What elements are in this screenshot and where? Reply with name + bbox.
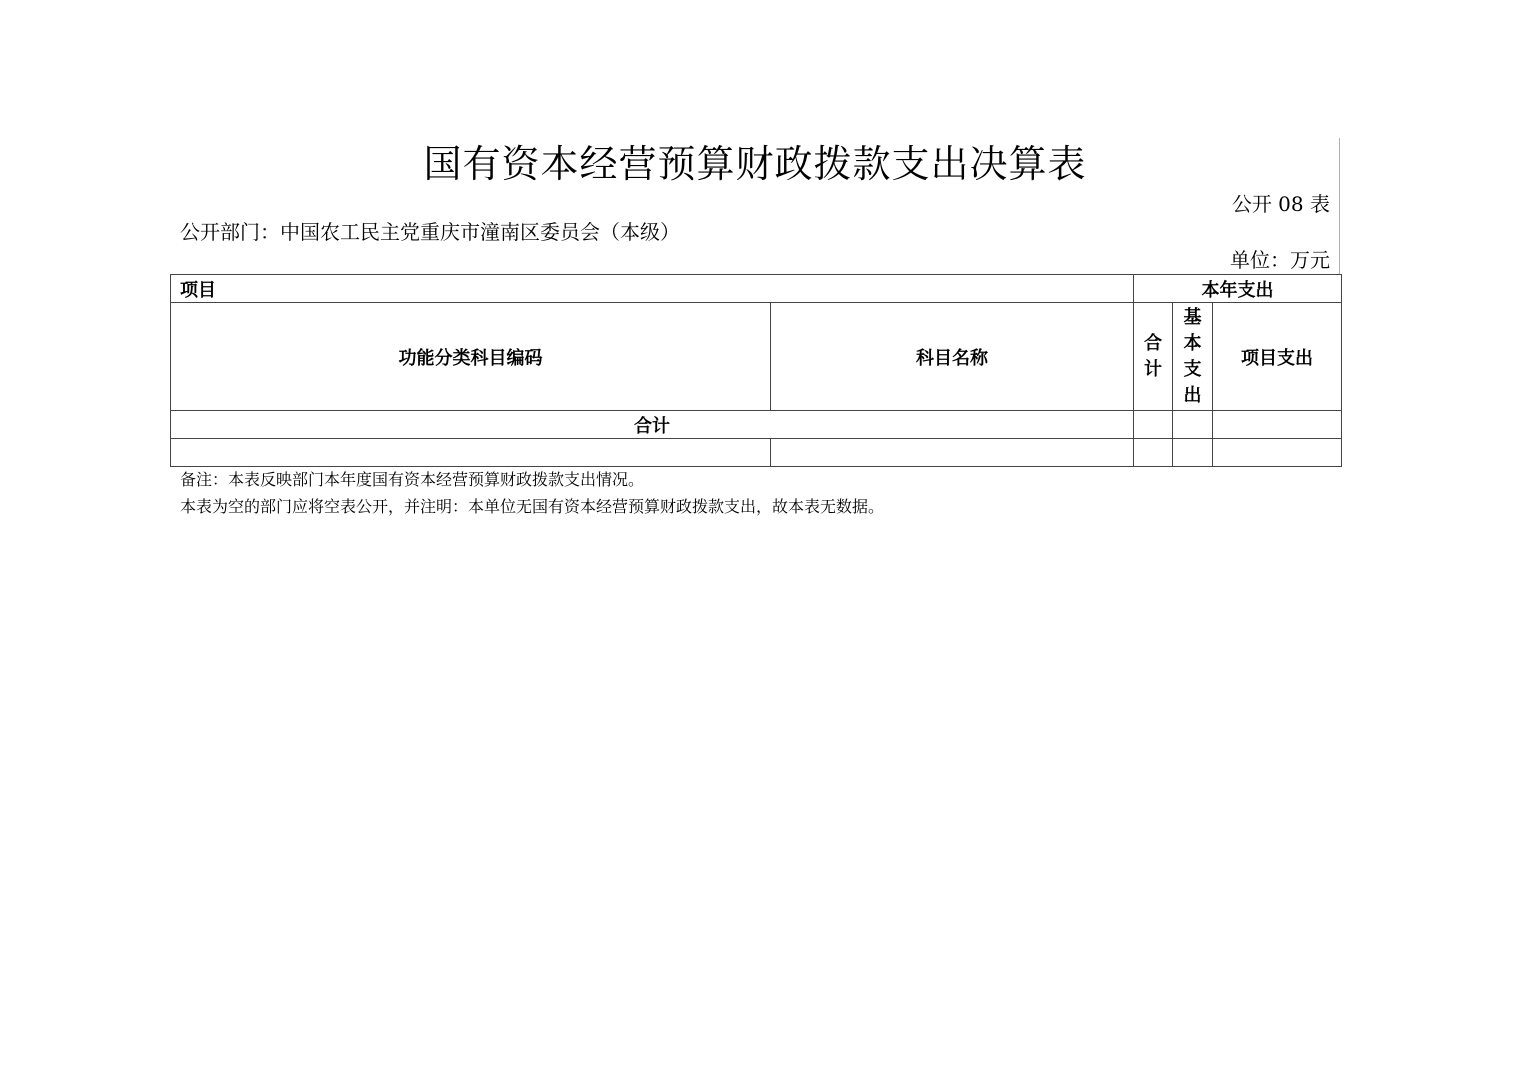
empty-code-cell (171, 439, 771, 467)
table-header-row-2 (171, 303, 1342, 411)
total-row-basic-cell (1173, 411, 1213, 439)
col-function-code: 功能分类科目编码 (171, 303, 771, 411)
col-total (1134, 303, 1173, 411)
col-subject-name: 科目名称 (771, 303, 1134, 411)
empty-total-cell (1134, 439, 1173, 467)
total-row-total-cell (1134, 411, 1173, 439)
expense-table (170, 274, 1342, 467)
page-title: 国有资本经营预算财政拨款支出决算表 (423, 142, 1087, 186)
title-right-border (1339, 138, 1340, 274)
header-project: 项目 (171, 275, 1134, 303)
note-line-1: 备注：本表反映部门本年度国有资本经营预算财政拨款支出情况。 (180, 470, 645, 489)
note-line-2: 本表为空的部门应将空表公开，并注明：本单位无国有资本经营预算财政拨款支出，故本表无数据。 (180, 497, 885, 516)
table-header-row-1 (171, 275, 1342, 303)
header-current-year-expense: 本年支出 (1134, 275, 1342, 303)
empty-name-cell (771, 439, 1134, 467)
empty-data-row (171, 439, 1342, 467)
col-basic-expense-label: 基本支出 (1183, 306, 1202, 406)
unit-label: 单位：万元 (1230, 248, 1330, 272)
total-row-project-cell (1213, 411, 1342, 439)
department-label: 公开部门：中国农工民主党重庆市潼南区委员会（本级） (180, 220, 680, 244)
empty-basic-cell (1173, 439, 1213, 467)
col-project-expense: 项目支出 (1213, 303, 1342, 411)
table-number: 公开 08 表 (1231, 192, 1330, 216)
total-row (171, 411, 1342, 439)
empty-project-cell (1213, 439, 1342, 467)
col-total-label: 合计 (1143, 332, 1162, 380)
total-row-label: 合计 (171, 411, 1134, 439)
col-basic-expense (1173, 303, 1213, 411)
